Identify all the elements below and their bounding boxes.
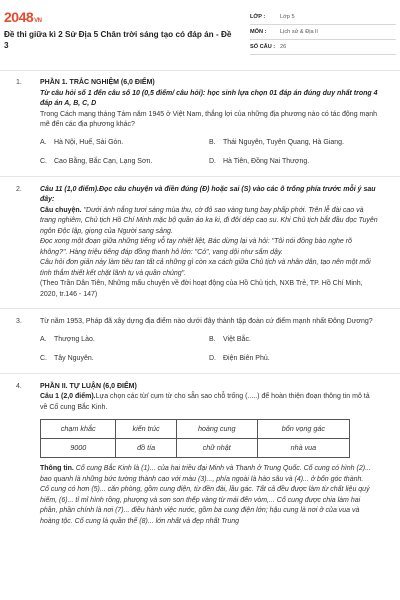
option-letter: B. [209, 138, 216, 146]
meta-value: Lớp 5 [280, 14, 295, 20]
question-number: 3. [16, 318, 22, 325]
meta-row-class [250, 10, 396, 25]
table-cell: kiến trúc [116, 420, 176, 439]
question-intro [40, 392, 378, 413]
meta-key: LỚP : [250, 14, 266, 20]
logo-suffix: VN [34, 18, 42, 24]
exam-title: Đề thi giữa kì 2 Sử Địa 5 Chân trời sáng tạo có đáp án - Đề 3 [4, 30, 232, 50]
question-divider [0, 373, 400, 374]
meta-row-count [250, 40, 396, 55]
story-paragraph-3: Câu hỏi đơn giản này làm tiêu tan tất cả những gì còn xa cách giữa Chủ tịch và nhân dân, tạo nên một mối tình thắm thiết kết chặt lãnh tụ và quần chúng". [40, 259, 371, 277]
option-a[interactable] [40, 138, 209, 149]
option-letter: A. [40, 335, 47, 343]
page-header [0, 0, 400, 66]
option-text: Cao Bằng, Bắc Cạn, Lạng Sơn. [54, 158, 153, 165]
option-text: Tây Nguyên. [54, 355, 94, 362]
question-number: 4. [16, 382, 22, 390]
option-d[interactable] [209, 354, 378, 365]
table-cell: bốn vọng gác [257, 420, 349, 439]
table-cell: hoàng cung [176, 420, 257, 439]
info-text: Cố cung Bắc Kinh là (1)... của hai triều đại Minh và Thanh ở Trung Quốc. Cố cung có hình (2)... bao quanh là những bức tường thành cao với màu (3)..., phía ngoài là hào sâu và (4)... ở bốn góc thành. [40, 465, 371, 483]
options-list [40, 335, 378, 365]
option-letter: B. [209, 335, 216, 343]
story-text: "Dưới ánh nắng tươi sáng mùa thu, cờ đỏ sao vàng tung bay phấp phới. Trên lễ đài cao và trang nghiêm, Chủ tịch Hồ Chí Minh mặc bộ quần áo ka ki, đi đôi dép cao su. Khi Chủ tịch bắt đầu đọc Tuyên ngôn Độc lập, giọng của Người sang sảng. [40, 206, 378, 235]
question-text: Từ năm 1953, Pháp đã xây dựng địa điểm nào dưới đây thành tập đoàn cứ điểm mạnh nhất Đông Dương? [40, 318, 373, 325]
option-text: Điện Biên Phủ. [223, 355, 270, 362]
table-row [41, 439, 350, 458]
option-letter: D. [209, 158, 216, 165]
meta-row-subject [250, 25, 396, 40]
question-text: Trong Cách mạng tháng Tám năm 1945 ở Việt Nam, thắng lợi của những địa phương nào có tác động mạnh mẽ đến các địa phương khác? [40, 110, 378, 128]
question-divider [0, 308, 400, 309]
option-c[interactable] [40, 354, 209, 365]
exam-meta [250, 10, 396, 55]
info-label: Thông tin. [40, 465, 74, 472]
question-label: Câu 1 (2,0 điểm). [40, 393, 96, 400]
option-letter: C. [40, 355, 47, 362]
question-title: Câu 11 (1,0 điểm).Đọc câu chuyện và điền đúng (Đ) hoặc sai (S) vào các ô trống phía trước mỗi ý sau đây: [40, 185, 376, 203]
options-list [40, 138, 378, 168]
meta-key: MÔN : [250, 29, 267, 35]
option-b[interactable] [209, 138, 378, 149]
table-cell: đồ tía [116, 439, 176, 458]
table-cell: 9000 [41, 439, 116, 458]
table-cell: chạm khắc [41, 420, 116, 439]
table-row [41, 420, 350, 439]
meta-key: SỐ CÂU : [250, 44, 276, 50]
option-d[interactable] [209, 157, 378, 168]
instruction-text: Từ câu hỏi số 1 đến câu số 10 (0,5 điểm/ câu hỏi): học sinh lựa chọn 01 đáp án đúng duy nhất trong 4 đáp án A, B, C, D [40, 89, 378, 107]
logo-text: 2048 [4, 9, 34, 25]
table-cell: chữ nhật [176, 439, 257, 458]
question-2 [0, 185, 400, 301]
question-text: Lựa chọn các từ/ cụm từ cho sẵn sao chỗ trống (.....) để hoàn thiện đoạn thông tin mô tả về Cố cung Bắc Kinh. [40, 393, 370, 411]
meta-value: 26 [280, 44, 287, 50]
option-c[interactable] [40, 157, 209, 168]
question-3 [0, 317, 400, 365]
info-paragraph-2: Cố cung có hơn (5)... căn phòng, gồm cung điện, từ đền đài, lầu gác. Tất cả đều được làm từ chất liệu quý hiếm, (6)... tỉ mỉ hình rồng, phượng và sơn son thếp vàng từ mái đến vòm,... Cố cung được chia làm hai phần, phần chính là nơi (7)... điều hành việc nước, gồm ba cung điện lớn; hậu cung là nơi ở của vua và hoàng tộc. Cố cung là quần thể (8)... lớn nhất và đẹp nhất Trung [40, 486, 370, 525]
story-citation: (Theo Trần Dân Tiên, Những mẩu chuyện về đời hoạt động của Hồ Chủ tịch, NXB Trẻ, TP. Hồ Chí Minh, 2020, tr.146 - 147) [40, 280, 363, 298]
option-letter: D. [209, 355, 216, 362]
meta-value: Lịch sử & Địa lí [280, 29, 318, 35]
exam-content [0, 78, 400, 527]
question-number: 2. [16, 185, 22, 193]
option-text: Hà Tiên, Đồng Nai Thượng. [223, 158, 310, 165]
option-text: Thượng Lào. [54, 335, 95, 343]
word-bank-table [40, 419, 350, 458]
header-divider [0, 70, 400, 71]
option-letter: A. [40, 138, 47, 146]
story-paragraph-1 [40, 206, 378, 238]
question-1 [0, 78, 400, 168]
question-4 [0, 382, 400, 528]
section-title: PHẦN II. TỰ LUẬN (6,0 ĐIỂM) [40, 382, 137, 390]
story-label: Câu chuyện. [40, 206, 82, 214]
option-letter: C. [40, 158, 47, 165]
table-cell: nhà vua [257, 439, 349, 458]
question-number: 1. [16, 79, 22, 86]
story-paragraph-2: Đọc xong một đoạn giữa những tiếng vỗ tay nhiệt liệt, Bác dừng lại và hỏi: "Tôi nói đồng bào nghe rõ không?". Hàng triệu tiếng đáp đồng thanh hô lớn: "Có", vang dội như sấm dậy. [40, 238, 352, 256]
option-b[interactable] [209, 335, 378, 346]
section-title: PHẦN 1. TRẮC NGHIỆM (6,0 ĐIỂM) [40, 79, 155, 86]
option-text: Thái Nguyên, Tuyên Quang, Hà Giang. [223, 138, 345, 146]
question-divider [0, 176, 400, 177]
site-logo[interactable] [4, 9, 42, 25]
option-text: Hà Nội, Huế, Sài Gòn. [54, 138, 124, 146]
option-text: Việt Bắc. [223, 335, 251, 343]
info-paragraph-1 [40, 464, 378, 485]
option-a[interactable] [40, 335, 209, 346]
